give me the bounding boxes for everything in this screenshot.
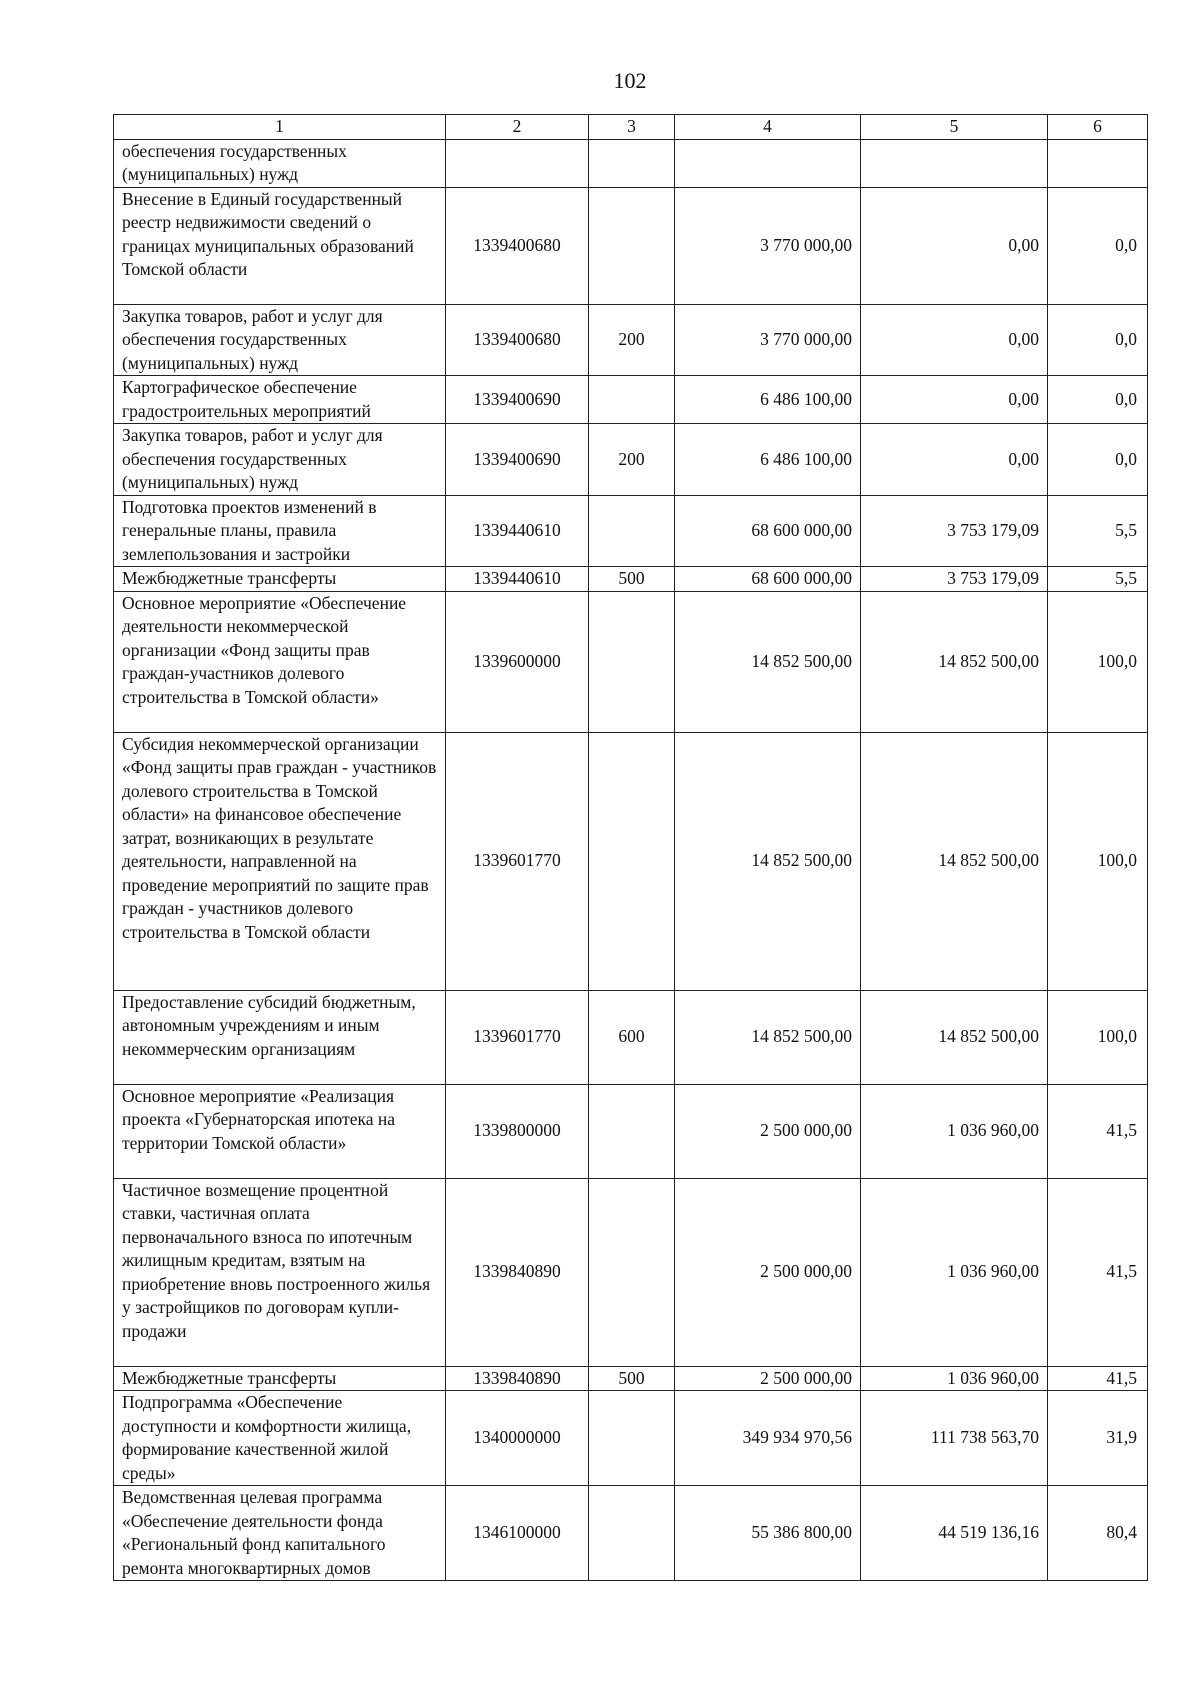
table-header-row	[114, 115, 1148, 140]
row-expense-type: 500	[589, 567, 675, 592]
row-percent: 41,5	[1048, 1366, 1148, 1391]
row-fact: 3 753 179,09	[861, 567, 1048, 592]
row-code: 1339400680	[446, 304, 589, 376]
row-name: Субсидия некоммерческой организации «Фонд защиты прав граждан - участников долевого строительства в Томской области» на финансовое обеспечение затрат, возникающих в результате деятельности, направленной на проведение мероприятий по защите прав граждан - участников долевого строительства в Томской области	[114, 732, 446, 990]
row-expense-type	[589, 1084, 675, 1178]
row-percent: 100,0	[1048, 591, 1148, 732]
row-fact	[861, 139, 1048, 187]
table-row	[114, 567, 1148, 592]
row-fact: 14 852 500,00	[861, 732, 1048, 990]
row-name: Межбюджетные трансферты	[114, 567, 446, 592]
row-code: 1339440610	[446, 567, 589, 592]
row-fact: 0,00	[861, 304, 1048, 376]
row-percent: 5,5	[1048, 495, 1148, 567]
row-fact: 0,00	[861, 376, 1048, 424]
table-row	[114, 139, 1148, 187]
row-expense-type: 500	[589, 1366, 675, 1391]
row-percent: 41,5	[1048, 1084, 1148, 1178]
row-name: Подпрограмма «Обеспечение доступности и комфортности жилища, формирование качественной жилой среды»	[114, 1391, 446, 1486]
row-fact: 111 738 563,70	[861, 1391, 1048, 1486]
row-expense-type	[589, 495, 675, 567]
row-name: Основное мероприятие «Реализация проекта «Губернаторская ипотека на территории Томской области»	[114, 1084, 446, 1178]
row-expense-type: 600	[589, 990, 675, 1084]
row-percent: 0,0	[1048, 424, 1148, 496]
row-percent: 0,0	[1048, 376, 1148, 424]
row-percent: 41,5	[1048, 1178, 1148, 1366]
row-plan: 14 852 500,00	[675, 591, 861, 732]
budget-table	[113, 114, 1148, 1581]
row-expense-type: 200	[589, 424, 675, 496]
row-plan: 3 770 000,00	[675, 187, 861, 304]
row-fact: 0,00	[861, 187, 1048, 304]
row-code: 1339840890	[446, 1366, 589, 1391]
row-expense-type	[589, 1391, 675, 1486]
row-name: Предоставление субсидий бюджетным, автономным учреждениям и иным некоммерческим организациям	[114, 990, 446, 1084]
row-fact: 1 036 960,00	[861, 1366, 1048, 1391]
table-row	[114, 1391, 1148, 1486]
row-name: Картографическое обеспечение градостроительных мероприятий	[114, 376, 446, 424]
row-plan: 6 486 100,00	[675, 376, 861, 424]
row-code: 1339601770	[446, 732, 589, 990]
row-name: Ведомственная целевая программа «Обеспечение деятельности фонда «Региональный фонд капитального ремонта многоквартирных домов	[114, 1486, 446, 1581]
column-header-2: 2	[446, 115, 589, 140]
row-code: 1339400690	[446, 424, 589, 496]
row-code: 1339400680	[446, 187, 589, 304]
table-row	[114, 304, 1148, 376]
table-row	[114, 495, 1148, 567]
row-name: Закупка товаров, работ и услуг для обеспечения государственных (муниципальных) нужд	[114, 424, 446, 496]
row-plan: 3 770 000,00	[675, 304, 861, 376]
row-name: Частичное возмещение процентной ставки, частичная оплата первоначального взноса по ипотечным жилищным кредитам, взятым на приобретение вновь построенного жилья у застройщиков по договорам купли-продажи	[114, 1178, 446, 1366]
row-percent	[1048, 139, 1148, 187]
row-code: 1339600000	[446, 591, 589, 732]
row-plan: 68 600 000,00	[675, 495, 861, 567]
row-fact: 14 852 500,00	[861, 591, 1048, 732]
row-code: 1339400690	[446, 376, 589, 424]
table-body	[114, 115, 1148, 1581]
row-fact: 44 519 136,16	[861, 1486, 1048, 1581]
row-plan: 2 500 000,00	[675, 1178, 861, 1366]
row-fact: 1 036 960,00	[861, 1084, 1048, 1178]
row-expense-type: 200	[589, 304, 675, 376]
row-code: 1339440610	[446, 495, 589, 567]
row-fact: 0,00	[861, 424, 1048, 496]
table-row	[114, 424, 1148, 496]
row-percent: 5,5	[1048, 567, 1148, 592]
table-row	[114, 1084, 1148, 1178]
row-plan	[675, 139, 861, 187]
row-fact: 3 753 179,09	[861, 495, 1048, 567]
row-plan: 55 386 800,00	[675, 1486, 861, 1581]
page-number: 102	[613, 68, 647, 93]
column-header-5: 5	[861, 115, 1048, 140]
row-name: Внесение в Единый государственный реестр недвижимости сведений о границах муниципальных образований Томской области	[114, 187, 446, 304]
row-percent: 80,4	[1048, 1486, 1148, 1581]
row-code: 1339601770	[446, 990, 589, 1084]
row-expense-type	[589, 187, 675, 304]
table-row	[114, 591, 1148, 732]
row-percent: 100,0	[1048, 990, 1148, 1084]
row-percent: 100,0	[1048, 732, 1148, 990]
row-name: обеспечения государственных (муниципальных) нужд	[114, 139, 446, 187]
row-expense-type	[589, 1178, 675, 1366]
row-expense-type	[589, 591, 675, 732]
row-plan: 14 852 500,00	[675, 990, 861, 1084]
table-row	[114, 1486, 1148, 1581]
row-expense-type	[589, 376, 675, 424]
row-plan: 68 600 000,00	[675, 567, 861, 592]
column-header-1: 1	[114, 115, 446, 140]
row-expense-type	[589, 139, 675, 187]
column-header-6: 6	[1048, 115, 1148, 140]
row-name: Межбюджетные трансферты	[114, 1366, 446, 1391]
column-header-3: 3	[589, 115, 675, 140]
row-name: Закупка товаров, работ и услуг для обеспечения государственных (муниципальных) нужд	[114, 304, 446, 376]
row-plan: 2 500 000,00	[675, 1366, 861, 1391]
table-row	[114, 1366, 1148, 1391]
table-row	[114, 732, 1148, 990]
row-code: 1339800000	[446, 1084, 589, 1178]
row-code: 1339840890	[446, 1178, 589, 1366]
row-code	[446, 139, 589, 187]
row-fact: 1 036 960,00	[861, 1178, 1048, 1366]
row-plan: 6 486 100,00	[675, 424, 861, 496]
row-fact: 14 852 500,00	[861, 990, 1048, 1084]
table-row	[114, 1178, 1148, 1366]
row-plan: 2 500 000,00	[675, 1084, 861, 1178]
row-expense-type	[589, 1486, 675, 1581]
row-code: 1340000000	[446, 1391, 589, 1486]
row-plan: 349 934 970,56	[675, 1391, 861, 1486]
row-name: Подготовка проектов изменений в генеральные планы, правила землепользования и застройки	[114, 495, 446, 567]
table-row	[114, 376, 1148, 424]
row-expense-type	[589, 732, 675, 990]
row-plan: 14 852 500,00	[675, 732, 861, 990]
row-name: Основное мероприятие «Обеспечение деятельности некоммерческой организации «Фонд защиты прав граждан-участников долевого строительства в Томской области»	[114, 591, 446, 732]
table-row	[114, 187, 1148, 304]
column-header-4: 4	[675, 115, 861, 140]
table-row	[114, 990, 1148, 1084]
row-percent: 31,9	[1048, 1391, 1148, 1486]
row-percent: 0,0	[1048, 187, 1148, 304]
row-code: 1346100000	[446, 1486, 589, 1581]
row-percent: 0,0	[1048, 304, 1148, 376]
